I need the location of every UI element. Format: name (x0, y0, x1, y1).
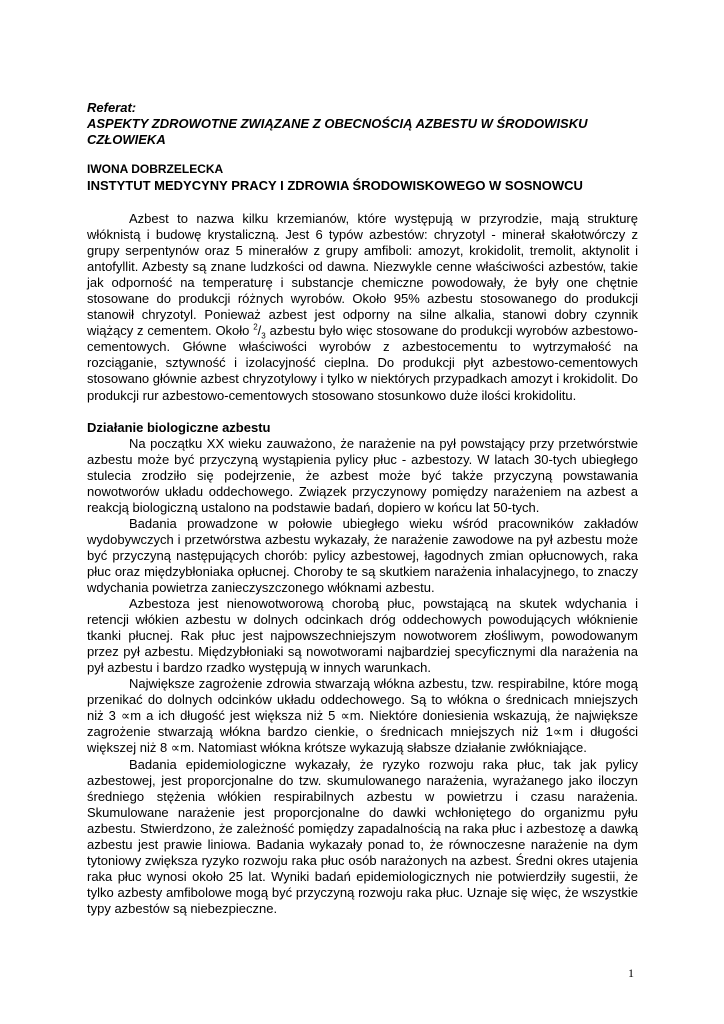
section-heading: Działanie biologiczne azbestu (87, 419, 271, 435)
document-header (87, 100, 647, 194)
body-paragraph: Największe zagrożenie zdrowia stwarzają włókna azbestu, tzw. respirabilne, które mogą przenikać do dolnych odcinków układu oddechowego. Są to włókna o średnicach mniejszych niż 3 ∝m a ich długość jest większa niż 5 ∝m. Niektóre doniesienia wskazują, że największe zagrożenie stwarzają włókna bardzo cienkie, o średnicach mniejszych niż 1∝m i długości większej niż 8 ∝m. Natomiast włókna krótsze wykazują słabsze działanie zwłókniające. (87, 676, 638, 756)
body-paragraph: Azbestoza jest nienowotworową chorobą płuc, powstającą na skutek wdychania i retencji włókien azbestu w dolnych odcinkach dróg oddechowych powodujących włóknienie tkanki płucnej. Rak płuc jest najpowszechniejszym nowotworem złośliwym, powodowanym przez pył azbestu. Międzybłoniaki są nowotworami najbardziej specyficznymi dla narażenia na pył azbestu i bardzo rzadko występują w innych warunkach. (87, 596, 638, 676)
document-body (87, 211, 638, 917)
body-paragraph: Na początku XX wieku zauważono, że narażenie na pył powstający przy przetwórstwie azbestu może być przyczyną wystąpienia pylicy płuc - azbestozy. W latach 30-tych ubiegłego stulecia zrodziło się podejrzenie, że azbest może być także przyczyną powstawania nowotworów układu oddechowego. Związek przyczynowy pomiędzy narażeniem na azbest a reakcją biologiczną ustalono na podstawie badań, dopiero w końcu lat 50-tych. (87, 435, 638, 515)
fraction-denominator: 3 (261, 331, 266, 341)
body-paragraph: Badania prowadzone w połowie ubiegłego wieku wśród pracowników zakładów wydobywczych i przetwórstwa azbestu wykazały, że narażenie zawodowe na pył azbestu może być przyczyną następujących chorób: pylicy azbestowej, łagodnych zmian opłucnowych, raka płuc oraz międzybłoniaka opłucnej. Choroby te są skutkiem narażenia inhalacyjnego, to znaczy wdychania powietrza zanieczyszczonego włóknami azbestu. (87, 515, 638, 595)
intro-text-part2: azbestu było więc stosowane do produkcji wyrobów azbestowo-cementowych. Główne właściwości wyrobów z azbestocementu to wytrzymałość na rozciąganie, sztywność i izolacyjność cieplna. Do produkcji płyt azbestowo-cementowych stosowano głównie azbest chryzotylowy i tylko w niektórych przypadkach amozyt i krokidolit. Do produkcji rur azbestowo-cementowych stosowano stosunkowo duże ilości krokidolitu. (87, 323, 638, 403)
intro-paragraph: Azbest to nazwa kilku krzemianów, które występują w przyrodzie, mają strukturę włóknistą i budowę krystaliczną. Jest 6 typów azbestów: chryzotyl - minerał skałotwórczy z grupy serpentynów oraz 5 minerałów z grupy amfiboli: amozyt, krokidolit, tremolit, aktynolit i antofyllit. Azbesty są znane ludzkości od dawna. Niezwykle cenne właściwości azbestów, takie jak odporność na temperaturę i substancje chemiczne powodowały, że były one chętnie stosowane do produkcji różnych wyrobów. Około 95% azbestu stosowanego do produkcji stanowił chryzotyl. Ponieważ azbest jest odporny na silne alkalia, stanowi dobry czynnik wiążący z cementem. Około $^2/_3$ azbestu było więc stosowane do produkcji wyrobów azbestowo-cementowych. Główne właściwości wyrobów z azbestocementu to wytrzymałość na rozciąganie, sztywność i izolacyjność cieplna. Do produkcji płyt azbestowo-cementowych stosowano głównie azbest chryzotylowy i tylko w niektórych przypadkach amozyt i krokidolit. Do produkcji rur azbestowo-cementowych stosowano stosunkowo duże ilości krokidolitu. (87, 211, 638, 403)
fraction-numerator: 2 (253, 323, 258, 332)
document-title: ASPEKTY ZDROWOTNE ZWIĄZANE Z OBECNOŚCIĄ AZBESTU W ŚRODOWISKU CZŁOWIEKA (87, 116, 588, 147)
author-name: IWONA DOBRZELECKA (87, 162, 224, 176)
institute-name: INSTYTUT MEDYCYNY PRACY I ZDROWIA ŚRODOWISKOWEGO W SOSNOWCU (87, 178, 583, 193)
page-number: 1 (628, 966, 634, 980)
intro-text-part1: Azbest to nazwa kilku krzemianów, które występują w przyrodzie, mają strukturę włóknistą i budowę krystaliczną. Jest 6 typów azbestów: chryzotyl - minerał skałotwórczy z grupy serpentynów oraz 5 minerałów z grupy amfiboli: amozyt, krokidolit, tremolit, aktynolit i antofyllit. Azbesty są znane ludzkości od dawna. Niezwykle cenne właściwości azbestów, takie jak odporność na temperaturę i substancje chemiczne powodowały, że były one chętnie stosowane do produkcji różnych wyrobów. Około 95% azbestu stosowanego do produkcji stanowił chryzotyl. Ponieważ azbest jest odporny na silne alkalia, stanowi dobry czynnik wiążący z cementem. Około (87, 211, 638, 339)
referat-label: Referat: (87, 100, 137, 115)
body-paragraph: Badania epidemiologiczne wykazały, że ryzyko rozwoju raka płuc, tak jak pylicy azbestowej, jest proporcjonalne do tzw. skumulowanego narażenia, wyrażanego jako iloczyn średniego stężenia włókien respirabilnych azbestu w powietrzu i czasu narażenia. Skumulowane narażenie jest proporcjonalne do dawki wchłoniętego do organizmu pyłu azbestu. Stwierdzono, że zależność pomiędzy zapadalnością na raka płuc i azbestozę a dawką azbestu jest prawie liniowa. Badania wykazały ponad to, że równoczesne narażenie na dym tytoniowy zwiększa ryzyko rozwoju raka płuc osób narażonych na azbest. Średni okres utajenia raka płuc wynosi około 25 lat. Wyniki badań epidemiologicznych nie potwierdziły sugestii, że tylko azbesty amfibolowe mogą być przyczyną rozwoju raka płuc. Uznaje się więc, że wszystkie typy azbestów są niebezpieczne. (87, 756, 638, 916)
